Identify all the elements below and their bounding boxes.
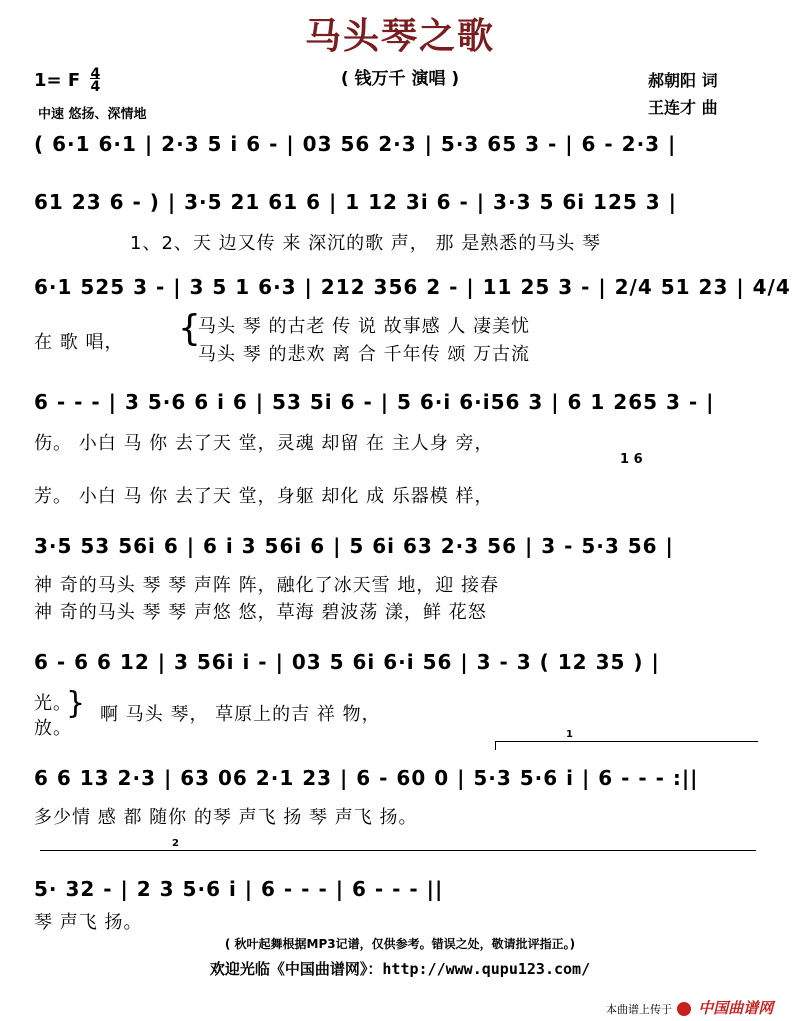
- lyric-row-7: 啊 马头 琴， 草原上的吉 祥 物，: [100, 704, 381, 725]
- site-brand: 中国曲谱网: [698, 999, 774, 1017]
- lyric-row-6-verse-1: 神 奇的马头 琴 琴 声阵 阵，融化了冰天雪 地，迎 接春: [34, 575, 500, 596]
- site-logo-icon: [677, 1002, 691, 1016]
- score-music-row-2: 61 23 6 - ) | 3·5 21 61 6 | 1 12 3i 6 - | 3·3 5 6i 125 3 |: [34, 190, 677, 214]
- verse-brace: {: [178, 308, 201, 349]
- time-numerator: 4: [90, 66, 101, 82]
- lyric-row-3-verse-2: 马头 琴 的悲欢 离 合 千年传 颂 万古流: [198, 344, 531, 365]
- tempo-marking: 中速 悠扬、深情地: [38, 107, 147, 122]
- lyricist-credit: 郝朝阳 词: [648, 71, 718, 90]
- verse-brace-2: }: [66, 686, 86, 721]
- lyric-row-8: 多少情 感 都 随你 的琴 声飞 扬 琴 声飞 扬。: [34, 807, 418, 828]
- ossia-notes: 1 6: [620, 452, 643, 467]
- lyric-row-3-verse-1: 马头 琴 的古老 传 说 故事感 人 凄美忧: [198, 316, 531, 337]
- score-music-row-9: 5· 32 - | 2 3 5·6 i | 6 - - - | 6 - - - ||: [34, 877, 444, 901]
- site-welcome: 欢迎光临《中国曲谱网》：http://www.qupu123.com/: [209, 960, 591, 978]
- lyric-row-7-lead-2: 放。: [34, 718, 72, 739]
- transcription-note: ( 秋叶起舞根据MP3记谱，仅供参考。错误之处，敬请批评指正。): [224, 937, 576, 951]
- volta-label-1: 1: [566, 729, 573, 740]
- key-signature: [34, 68, 100, 94]
- lyric-row-3-lead: 在 歌 唱，: [34, 332, 124, 353]
- score-music-row-7: 6 - 6 6 12 | 3 56i i - | 03 5 6i 6·i 56 | 3 - 3 ( 12 35 ) |: [34, 650, 660, 674]
- lyric-row-2: 1、2、天 边又传 来 深沉的歌 声， 那 是熟悉的马头 琴: [130, 233, 601, 254]
- time-signature: [90, 68, 100, 94]
- score-title: 马头琴之歌: [304, 16, 495, 57]
- lyric-row-6-verse-2: 神 奇的马头 琴 琴 声悠 悠，草海 碧波荡 漾，鲜 花怒: [34, 602, 487, 623]
- volta-bracket-1: [495, 741, 758, 750]
- upload-credit: [606, 997, 773, 1018]
- lyric-row-7-lead-1: 光。: [34, 693, 72, 714]
- singer-credit: ( 钱万千 演唱 ): [340, 69, 460, 89]
- score-music-row-1: ( 6·1 6·1 | 2·3 5 i 6 - | 03 56 2·3 | 5·3 65 3 - | 6 - 2·3 |: [34, 132, 677, 156]
- lyric-row-9: 琴 声飞 扬。: [34, 912, 143, 933]
- lyric-row-5: 芳。 小白 马 你 去了天 堂，身躯 却化 成 乐器模 样，: [34, 486, 494, 507]
- lyric-row-4: 伤。 小白 马 你 去了天 堂，灵魂 却留 在 主人身 旁，: [34, 433, 494, 454]
- volta-label-2: 2: [172, 838, 179, 849]
- upload-label: 本曲谱上传于: [606, 1003, 672, 1016]
- score-music-row-6: 3·5 53 56i 6 | 6 i 3 56i 6 | 5 6i 63 2·3 56 | 3 - 5·3 56 |: [34, 534, 674, 558]
- time-denominator: 4: [90, 79, 101, 95]
- volta-bracket-2: [40, 850, 756, 859]
- score-music-row-8: 6 6 13 2·3 | 63 06 2·1 23 | 6 - 60 0 | 5·3 5·6 i | 6 - - - :||: [34, 766, 699, 790]
- key-label: 1= F: [34, 70, 81, 91]
- score-music-row-4: 6 - - - | 3 5·6 6 i 6 | 53 5i 6 - | 5 6·i 6·i56 3 | 6 1 265 3 - |: [34, 390, 715, 414]
- score-music-row-3: 6·1 525 3 - | 3 5 1 6·3 | 212 356 2 - | 11 25 3 - | 2/4 51 23 | 4/4: [34, 275, 791, 299]
- composer-credit: 王连才 曲: [648, 98, 718, 117]
